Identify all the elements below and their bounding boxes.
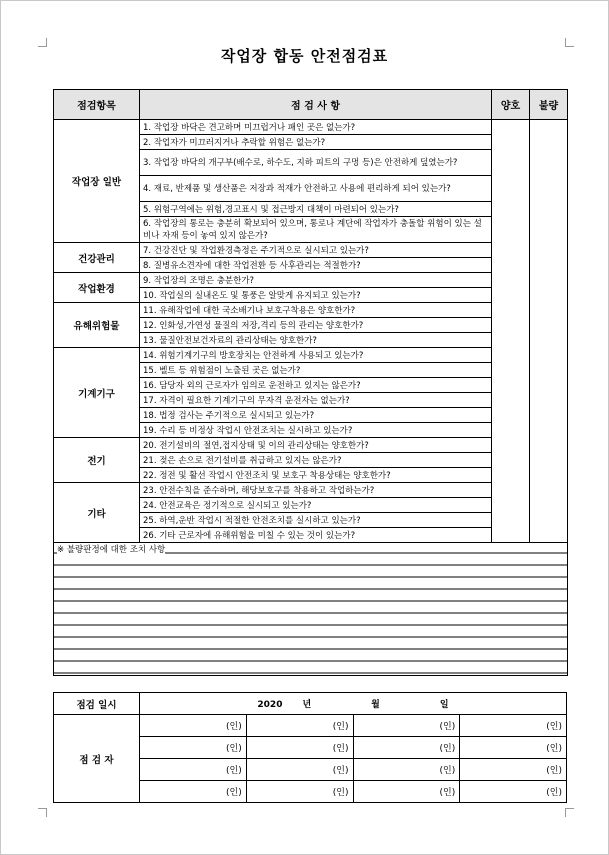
check-item: 20. 전기설비의 절연,접지상태 및 이의 관리상태는 양호한가? [140, 438, 492, 453]
inspector-signature-field[interactable]: (인) [460, 737, 567, 759]
check-item: 12. 인화성,가연성 물질의 저장,격리 등의 관리는 양호한가? [140, 318, 492, 333]
inspector-signature-field[interactable]: (인) [353, 737, 460, 759]
check-item: 2. 작업자가 미끄러지거나 추락할 위험은 없는가? [140, 135, 492, 150]
check-item: 14. 위험기계기구의 방호장치는 안전하게 사용되고 있는가? [140, 348, 492, 363]
date-day-unit: 일 [439, 700, 449, 710]
table-row [54, 483, 568, 498]
inspector-signature-field[interactable]: (인) [460, 781, 567, 803]
date-label: 점검 일시 [54, 693, 140, 715]
table-row [54, 303, 568, 318]
category-cell: 기타 [54, 483, 140, 543]
inspector-signature-field[interactable]: (인) [460, 715, 567, 737]
category-cell: 전기 [54, 438, 140, 483]
check-item: 5. 위험구역에는 위험,경고표시 및 접근방지 대책이 마련되어 있는가? [140, 202, 492, 217]
inspector-signature-field[interactable]: (인) [140, 715, 247, 737]
note-label: ※ 불량판정에 대한 조치 사항 [57, 545, 166, 555]
check-item: 4. 재료, 반제품 및 생산품은 저장과 적재가 안전하고 사용에 편리하게 되어 있는가? [140, 176, 492, 202]
good-checkbox-column[interactable] [492, 120, 530, 543]
category-cell: 기계기구 [54, 348, 140, 438]
category-cell: 유해위험물 [54, 303, 140, 348]
check-item: 13. 물질안전보건자료의 관리상태는 양호한가? [140, 333, 492, 348]
inspector-signature-field[interactable]: (인) [460, 759, 567, 781]
check-item: 11. 유해작업에 대한 국소배기나 보호구착용은 양호한가? [140, 303, 492, 318]
inspector-signature-field[interactable]: (인) [140, 781, 247, 803]
table-row [54, 438, 568, 453]
note-area[interactable] [54, 543, 568, 676]
check-item: 9. 작업장의 조명은 충분한가? [140, 273, 492, 288]
check-item: 18. 법정 검사는 주기적으로 실시되고 있는가? [140, 408, 492, 423]
table-row [54, 348, 568, 363]
sign-table [53, 692, 567, 803]
check-item: 17. 자격이 필요한 기계기구의 무자격 운전자는 없는가? [140, 393, 492, 408]
bad-checkbox-column[interactable] [530, 120, 568, 543]
check-item: 21. 젖은 손으로 전기설비를 취급하고 있지는 않은가? [140, 453, 492, 468]
category-cell: 건강관리 [54, 243, 140, 273]
table-row [54, 120, 568, 135]
check-item: 24. 안전교육은 정기적으로 실시되고 있는가? [140, 498, 492, 513]
check-item: 8. 질병유소견자에 대한 작업전환 등 사후관리는 적절한가? [140, 258, 492, 273]
inspector-row [54, 715, 567, 737]
inspector-signature-field[interactable]: (인) [246, 737, 353, 759]
category-cell: 작업장 일반 [54, 120, 140, 243]
check-item: 26. 기타 근로자에 유해위험을 미칠 수 있는 것이 있는가? [140, 528, 492, 543]
inspector-signature-field[interactable]: (인) [140, 737, 247, 759]
header-good: 양호 [492, 90, 530, 120]
check-item: 15. 벨트 등 위험점이 노출된 곳은 없는가? [140, 363, 492, 378]
inspector-label: 점 검 자 [54, 715, 140, 803]
date-year: 2020 [257, 700, 283, 710]
document-title: 작업장 합동 안전점검표 [220, 47, 389, 65]
checklist-body [54, 120, 568, 543]
check-item: 19. 수리 등 비정상 작업시 안전조치는 실시하고 있는가? [140, 423, 492, 438]
header-content: 점 검 사 항 [140, 90, 492, 120]
table-row [54, 243, 568, 258]
check-item: 25. 하역,운반 작업시 적절한 안전조치를 실시하고 있는가? [140, 513, 492, 528]
check-item: 1. 작업장 바닥은 견고하며 미끄럽거나 패인 곳은 없는가? [140, 120, 492, 135]
crop-mark-bottom-left [38, 808, 47, 817]
inspector-signature-field[interactable]: (인) [353, 715, 460, 737]
date-year-unit: 년 [302, 700, 312, 710]
check-item: 10. 작업실의 실내온도 및 통풍은 알맞게 유지되고 있는가? [140, 288, 492, 303]
checklist-table [53, 89, 568, 676]
check-item: 7. 건강진단 및 작업환경측정은 주기적으로 실시되고 있는가? [140, 243, 492, 258]
header-bad: 불량 [530, 90, 568, 120]
table-row [54, 273, 568, 288]
check-item: 22. 정전 및 활선 작업시 안전조치 및 보호구 착용상태는 양호한가? [140, 468, 492, 483]
inspector-signature-field[interactable]: (인) [353, 781, 460, 803]
check-item: 16. 담당자 외의 근로자가 임의로 운전하고 있지는 않은가? [140, 378, 492, 393]
header-category: 점검항목 [54, 90, 140, 120]
inspector-signature-field[interactable]: (인) [246, 781, 353, 803]
inspector-signature-field[interactable]: (인) [353, 759, 460, 781]
crop-mark-bottom-right [565, 808, 574, 817]
check-item: 23. 안전수칙을 준수하며, 해당보호구를 착용하고 작업하는가? [140, 483, 492, 498]
check-item: 6. 작업장의 통로는 충분히 확보되어 있으며, 통로나 계단에 작업자가 충돌할 위험이 있는 설비나 자재 등이 놓여 있지 않은가? [140, 217, 492, 243]
inspector-signature-field[interactable]: (인) [140, 759, 247, 781]
check-item: 3. 작업장 바닥의 개구부(배수로, 하수도, 지하 피트의 구멍 등)은 안전하게 덮였는가? [140, 150, 492, 176]
category-cell: 작업환경 [54, 273, 140, 303]
date-value[interactable] [140, 693, 567, 715]
date-month-unit: 월 [371, 700, 380, 710]
inspector-signature-field[interactable]: (인) [246, 715, 353, 737]
inspector-signature-field[interactable]: (인) [246, 759, 353, 781]
